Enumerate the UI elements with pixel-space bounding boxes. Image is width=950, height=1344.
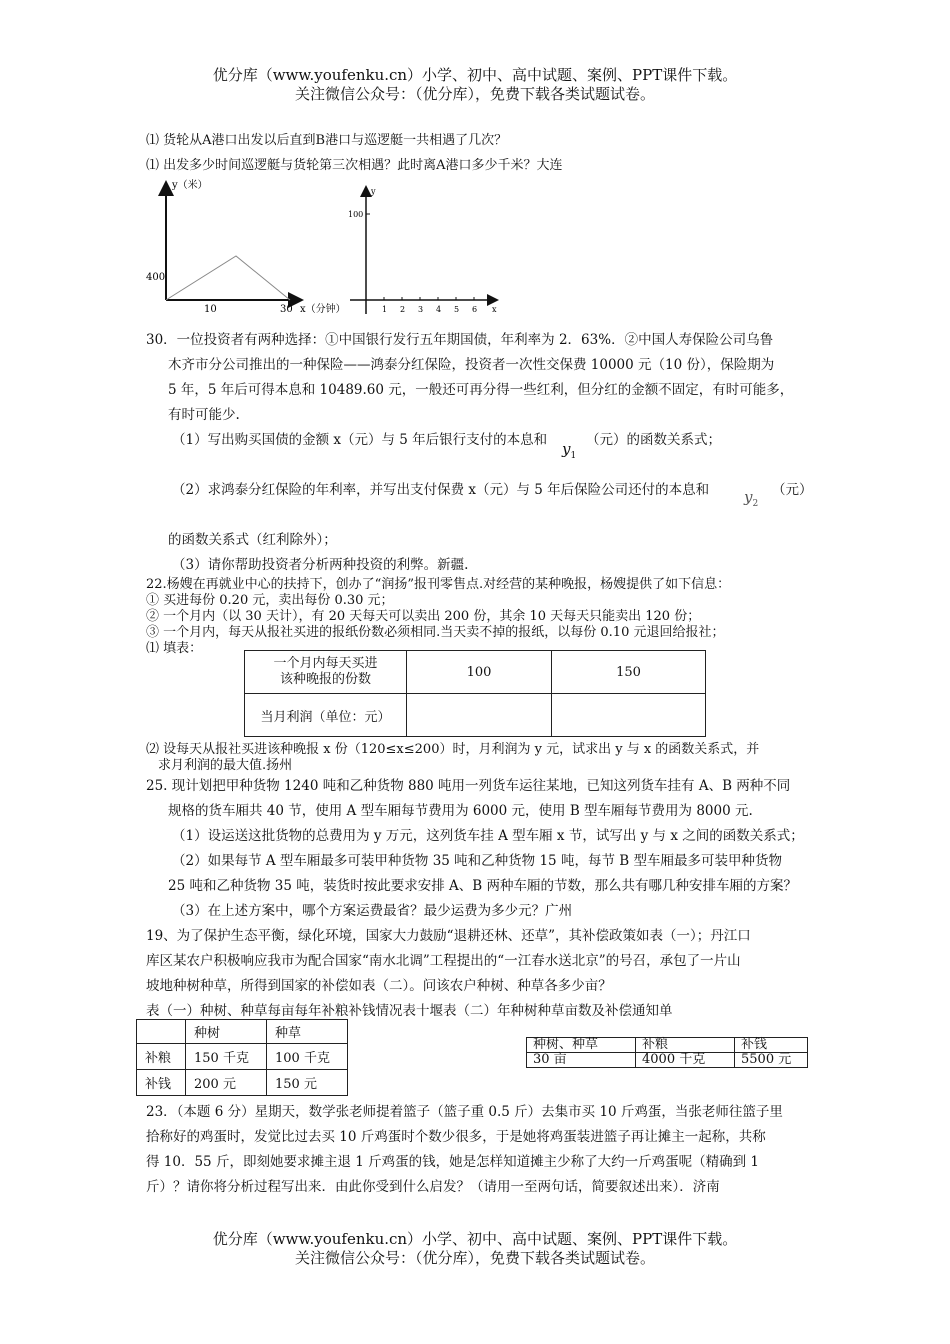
table-cell <box>137 1020 186 1044</box>
subsidy-table-2 <box>526 1037 808 1068</box>
q19-line-4: 表（一）种树、种草每亩每年补粮补钱情况表十堰表（二）年种树种草亩数及补偿通知单 <box>146 1003 673 1019</box>
q25-line-4: （2）如果每节 A 型车厢最多可装甲种货物 35 吨和乙种货物 15 吨，每节 B 型车厢最多可装甲种货物 <box>172 853 782 869</box>
q25-line-2: 规格的货车厢共 40 节，使用 A 型车厢每节费用为 6000 元，使用 B 型车厢每节费用为 8000 元. <box>168 803 753 819</box>
table-row <box>137 1020 348 1044</box>
q30-line-3: 5 年，5 年后可得本息和 10489.60 元，一般还可再分得一些红利，但分红的金额不固定，有时可能多， <box>168 382 794 398</box>
table-row <box>137 1044 348 1070</box>
q30-sub2-a: （2）求鸿泰分红保险的年利率，并写出支付保费 x（元）与 5 年后保险公司还付的本息和 <box>172 482 710 498</box>
table-row <box>245 694 706 737</box>
y2-letter: y <box>744 488 753 506</box>
tick-400: 400 <box>146 272 166 283</box>
table-cell-blank[interactable] <box>407 694 552 737</box>
tick-10: 10 <box>204 304 217 315</box>
q25-line-1: 25. 现计划把甲种货物 1240 吨和乙种货物 880 吨用一列货车运往某地，已知这列货车挂有 A、B 两种不同 <box>146 778 791 794</box>
q19-line-3: 坡地种树种草，所得到国家的补偿如表（二）。问该农户种树、种草各多少亩？ <box>146 978 612 994</box>
q30-line-1: 30．一位投资者有两种选择：①中国银行发行五年期国债，年利率为 2．63%．②中国人寿保险公司乌鲁 <box>146 332 774 348</box>
tick-100: 100 <box>348 210 364 219</box>
y1-subscript: 1 <box>570 451 577 461</box>
x-tick-label: 6 <box>472 305 478 314</box>
x-tick-label: 3 <box>418 305 424 314</box>
table-cell: 补粮 <box>636 1038 735 1053</box>
q23-line-1: 23．（本题 6 分）星期天，数学张老师提着篮子（篮子重 0.5 斤）去集市买 10 斤鸡蛋，当张老师往篮子里 <box>146 1104 783 1120</box>
table-cell: 100 千克 <box>267 1044 348 1070</box>
q22-line-2: ① 买进每份 0.20 元，卖出每份 0.30 元； <box>146 593 394 608</box>
table-cell: 200 元 <box>186 1070 267 1096</box>
table-cell: 150 千克 <box>186 1044 267 1070</box>
table-row <box>245 651 706 694</box>
header-line-1: 优分库（www.youfenku.cn）小学、初中、高中试题、案例、PPT课件下载。 <box>212 66 738 84</box>
table-cell: 种草 <box>267 1020 348 1044</box>
y1-symbol <box>562 440 576 461</box>
y-axis-label-2: y <box>371 187 376 196</box>
x-tick-label: 5 <box>454 305 460 314</box>
cell-line: 该种晚报的份数 <box>279 672 371 687</box>
x-tick-label: 1 <box>382 305 388 314</box>
table-cell-blank[interactable] <box>552 694 706 737</box>
q19-line-1: 19、为了保护生态平衡，绿化环境，国家大力鼓励“退耕还林、还草”，其补偿政策如表（一）；丹江口 <box>146 928 751 944</box>
table-cell: 种树 <box>186 1020 267 1044</box>
x-axis-label: x（分钟） <box>300 304 346 315</box>
footer-line-2: 关注微信公众号：（优分库），免费下载各类试题试卷。 <box>294 1249 655 1267</box>
q-ship-line-1: ⑴ 货轮从A港口出发以后直到B港口与巡逻艇一共相遇了几次？ <box>146 133 508 148</box>
table-cell: 补粮 <box>137 1044 186 1070</box>
table-row <box>527 1053 808 1068</box>
coordinate-grid <box>340 184 510 318</box>
q22-line-3: ② 一个月内（以 30 天计），有 20 天每天可以卖出 200 份，其余 10 天每天只能卖出 120 份； <box>146 609 701 624</box>
distance-line <box>166 256 290 300</box>
q30-sub3: （3）请你帮助投资者分析两种投资的利弊。新疆. <box>172 557 469 573</box>
y-axis-label: y（米） <box>172 180 208 191</box>
newspaper-profit-table <box>244 650 706 737</box>
q-ship-line-2: ⑴ 出发多少时间巡逻艇与货轮第三次相遇？此时离A港口多少千米？大连 <box>146 158 563 173</box>
q30-line-4: 有时可能少. <box>168 407 240 423</box>
q25-line-3: （1）设运送这批货物的总费用为 y 万元，这列货车挂 A 型车厢 x 节，试写出 y 与 x 之间的函数关系式； <box>172 828 804 844</box>
x-axis-label-2: x <box>492 305 497 314</box>
q25-line-6: （3）在上述方案中，哪个方案运费最省？最少运费为多少元？广州 <box>172 903 573 919</box>
table-cell: 补钱 <box>137 1070 186 1096</box>
q23-line-4: 斤）？请你将分析过程写出来．由此你受到什么启发？（请用一至两句话，简要叙述出来）．济南 <box>146 1179 720 1195</box>
q19-line-2: 库区某农户积极响应我市为配合国家“南水北调”工程提出的“一江春水送北京”的号召，承包了一片山 <box>146 953 741 969</box>
q25-line-5: 25 吨和乙种货物 35 吨，装货时按此要求安排 A、B 两种车厢的节数，那么共有哪几种安排车厢的方案？ <box>168 878 797 894</box>
table-row <box>527 1038 808 1053</box>
distance-time-graph <box>140 176 350 318</box>
x-tick-label: 4 <box>436 305 442 314</box>
table-cell: 30 亩 <box>527 1053 636 1068</box>
q23-line-2: 拾称好的鸡蛋时，发觉比过去买 10 斤鸡蛋时个数少很多，于是她将鸡蛋装进篮子再让摊主一起称，共称 <box>146 1129 766 1145</box>
table-cell: 150 元 <box>267 1070 348 1096</box>
q22-line-4: ③ 一个月内，每天从报社买进的报纸份数必须相同.当天卖不掉的报纸，以每份 0.10 元退回给报社； <box>146 625 725 640</box>
table-cell: 4000 千克 <box>636 1053 735 1068</box>
y1-letter: y <box>562 440 571 458</box>
table-cell: 100 <box>407 651 552 694</box>
footer-line-1: 优分库（www.youfenku.cn）小学、初中、高中试题、案例、PPT课件下载。 <box>212 1230 738 1248</box>
table-cell: 种树、种草 <box>527 1038 636 1053</box>
q22-line-6: ⑵ 设每天从报社买进该种晚报 x 份（120≤x≤200）时，月利润为 y 元，试求出 y 与 x 的函数关系式，并 <box>146 742 760 757</box>
table-row <box>137 1070 348 1096</box>
tick-30: 30 <box>280 304 293 315</box>
table-cell <box>245 651 407 694</box>
q30-sub2-b: （元） <box>772 482 813 498</box>
table-cell: 当月利润（单位：元） <box>245 694 407 737</box>
table-cell: 5500 元 <box>735 1053 808 1068</box>
table-cell: 补钱 <box>735 1038 808 1053</box>
q30-sub1-a: （1）写出购买国债的金额 x（元）与 5 年后银行支付的本息和 <box>172 432 548 448</box>
x-tick-label: 2 <box>400 305 406 314</box>
q22-line-5: ⑴ 填表： <box>146 641 203 656</box>
q30-line-2: 木齐市分公司推出的一种保险——鸿泰分红保险，投资者一次性交保费 10000 元（10 份），保险期为 <box>168 357 775 373</box>
q23-line-3: 得 10．55 斤，即刻她要求摊主退 1 斤鸡蛋的钱，她是怎样知道摊主少称了大约一斤鸡蛋呢（精确到 1 <box>146 1154 759 1170</box>
y2-symbol <box>744 488 758 509</box>
q30-sub2-c: 的函数关系式（红利除外）； <box>168 532 337 548</box>
table-cell: 150 <box>552 651 706 694</box>
header-line-2: 关注微信公众号：（优分库），免费下载各类试题试卷。 <box>294 85 655 103</box>
q30-sub1-b: （元）的函数关系式； <box>586 432 721 448</box>
y2-subscript: 2 <box>752 499 759 509</box>
subsidy-table-1 <box>136 1019 348 1096</box>
q22-line-1: 22.杨嫂在再就业中心的扶持下，创办了“润扬”报刊零售点.对经营的某种晚报，杨嫂提供了如下信息： <box>146 577 731 592</box>
q22-line-7: 求月利润的最大值.扬州 <box>158 758 293 773</box>
cell-line: 一个月内每天买进 <box>273 656 378 671</box>
